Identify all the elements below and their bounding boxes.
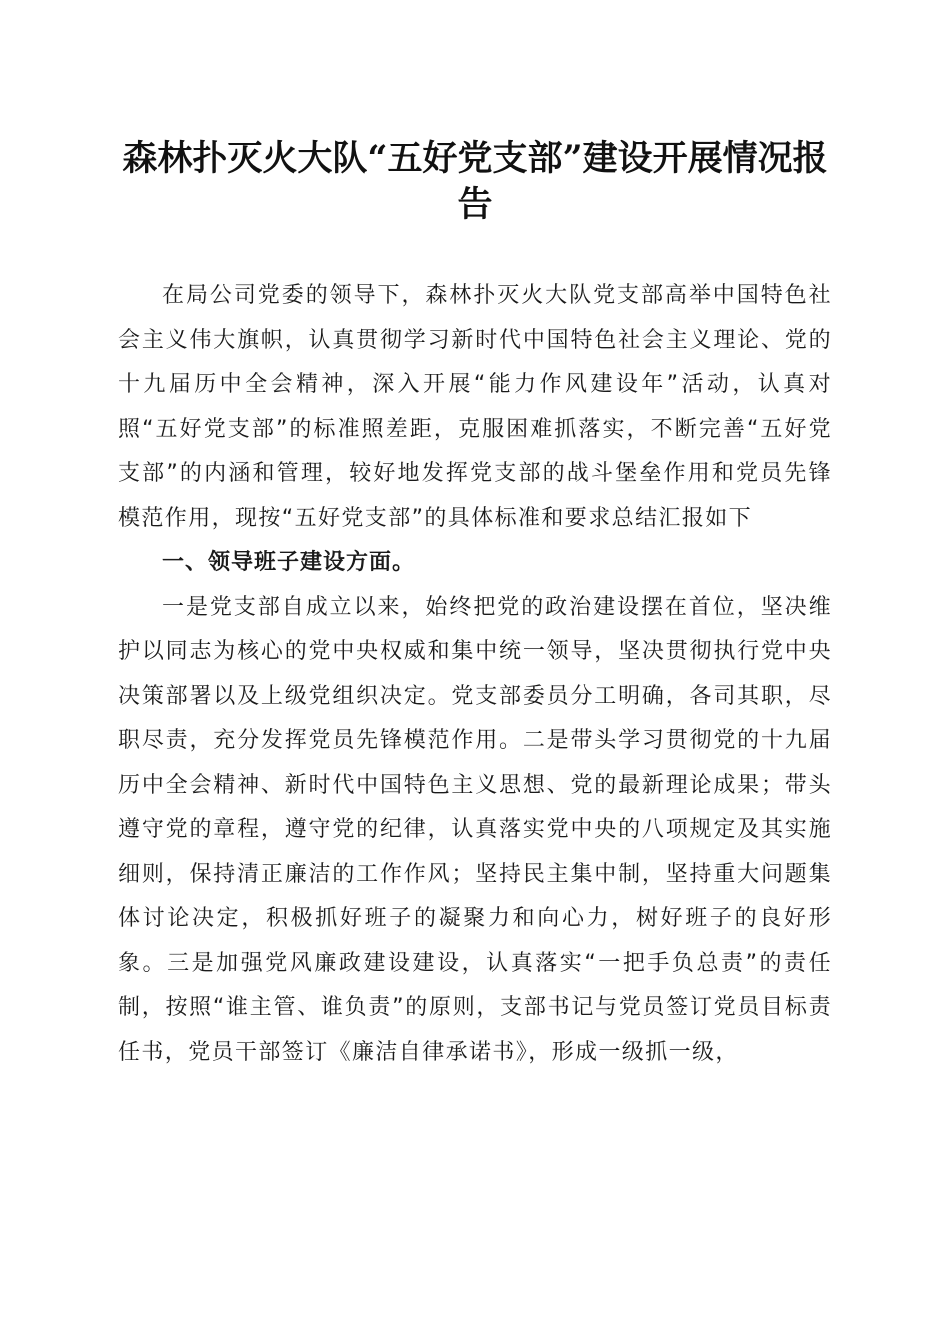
document-body bbox=[118, 274, 832, 1075]
section-paragraph: 一是党支部自成立以来，始终把党的政治建设摆在首位，坚决维护以同志为核心的党中央权威和集中统一领导，坚决贯彻执行党中央决策部署以及上级党组织决定。党支部委员分工明确，各司其职，尽职尽责，充分发挥党员先锋模范作用。二是带头学习贯彻党的十九届历中全会精神、新时代中国特色主义思想、党的最新理论成果；带头遵守党的章程，遵守党的纪律，认真落实党中央的八项规定及其实施细则，保持清正廉洁的工作作风；坚持民主集中制，坚持重大问题集体讨论决定，积极抓好班子的凝聚力和向心力，树好班子的良好形象。三是加强党风廉政建设建设，认真落实“一把手负总责”的责任制，按照“谁主管、谁负责”的原则，支部书记与党员签订党员目标责任书，党员干部签订《廉洁自律承诺书》，形成一级抓一级， bbox=[118, 594, 833, 1065]
document-title: 森林扑灭火大队“五好党支部”建设开展情况报告 bbox=[122, 138, 828, 225]
intro-paragraph: 在局公司党委的领导下，森林扑灭火大队党支部高举中国特色社会主义伟大旗帜，认真贯彻学习新时代中国特色社会主义理论、党的十九届历中全会精神，深入开展“能力作风建设年”活动，认真对照“五好党支部”的标准照差距，克服困难抓落实，不断完善“五好党支部”的内涵和管理，较好地发挥党支部的战斗堡垒作用和党员先锋模范作用，现按“五好党支部”的具体标准和要求总结汇报如下 bbox=[118, 283, 832, 531]
section-heading: 一、领导班子建设方面。 bbox=[162, 550, 416, 575]
